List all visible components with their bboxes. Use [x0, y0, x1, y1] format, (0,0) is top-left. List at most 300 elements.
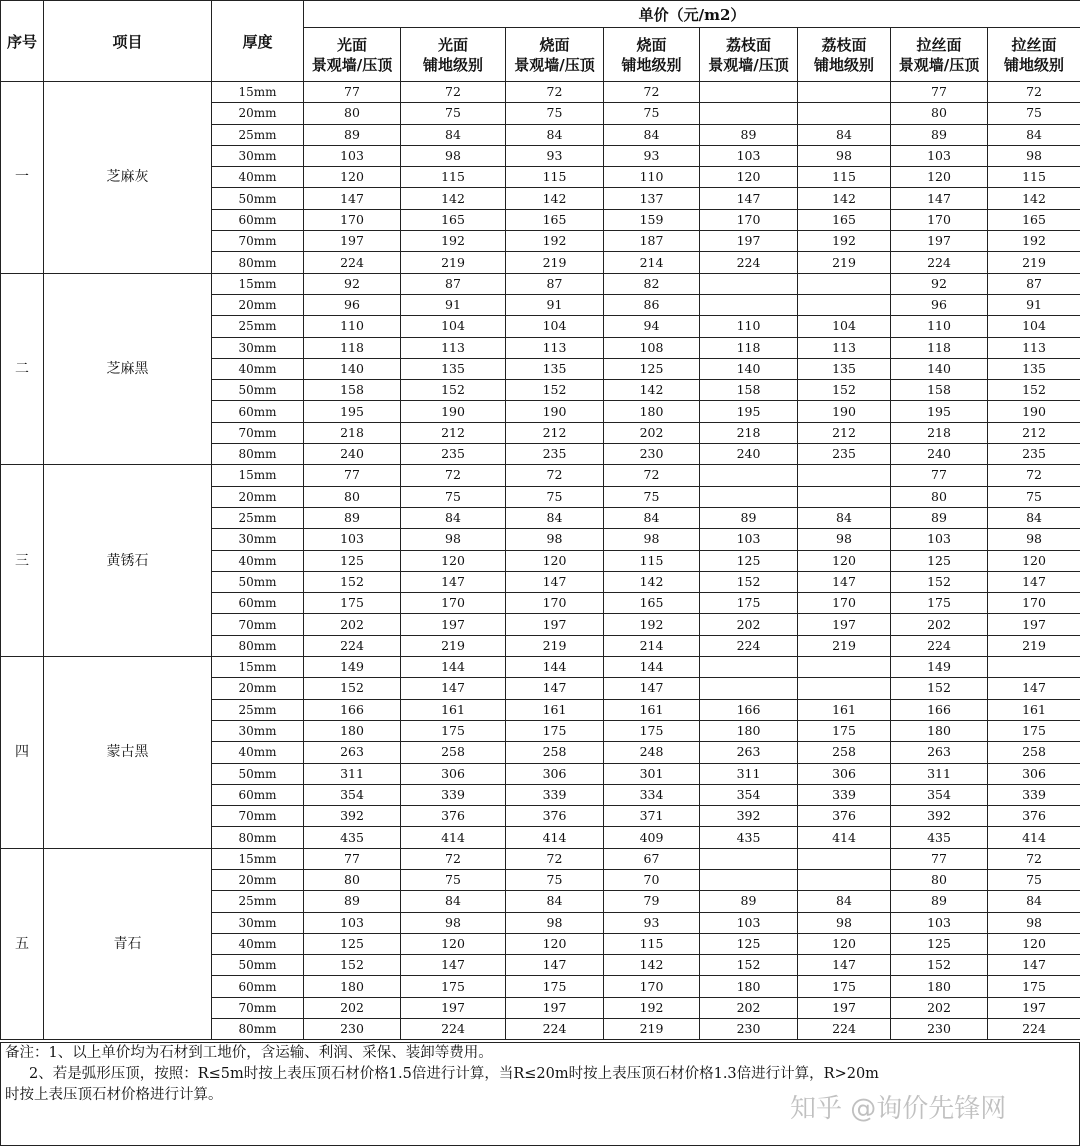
price-cell [700, 82, 798, 103]
thickness-cell: 20mm [212, 103, 304, 124]
price-cell: 84 [506, 891, 604, 912]
price-cell: 72 [604, 465, 700, 486]
price-cell: 94 [604, 316, 700, 337]
price-cell: 113 [401, 337, 506, 358]
price-cell: 104 [401, 316, 506, 337]
price-cell: 180 [304, 720, 401, 741]
price-cell: 113 [988, 337, 1080, 358]
price-cell: 72 [506, 82, 604, 103]
price-cell [798, 657, 891, 678]
price-cell: 140 [891, 358, 988, 379]
price-cell: 219 [401, 635, 506, 656]
price-cell: 147 [506, 571, 604, 592]
thickness-cell: 50mm [212, 763, 304, 784]
price-cell: 414 [506, 827, 604, 848]
thickness-cell: 50mm [212, 955, 304, 976]
price-cell: 248 [604, 742, 700, 763]
price-cell: 224 [700, 635, 798, 656]
price-cell: 152 [304, 678, 401, 699]
price-cell [798, 678, 891, 699]
price-cell [700, 103, 798, 124]
price-cell: 149 [304, 657, 401, 678]
thickness-cell: 80mm [212, 252, 304, 273]
price-cell: 195 [700, 401, 798, 422]
price-cell [798, 869, 891, 890]
price-cell: 84 [401, 124, 506, 145]
price-cell: 144 [401, 657, 506, 678]
thickness-cell: 20mm [212, 486, 304, 507]
price-cell: 120 [700, 167, 798, 188]
price-cell: 175 [891, 593, 988, 614]
price-cell: 258 [401, 742, 506, 763]
price-cell: 72 [988, 82, 1080, 103]
price-cell: 103 [700, 145, 798, 166]
price-cell: 135 [988, 358, 1080, 379]
price-cell: 113 [798, 337, 891, 358]
price-cell: 166 [304, 699, 401, 720]
price-cell: 258 [798, 742, 891, 763]
price-cell: 125 [304, 550, 401, 571]
price-cell: 218 [304, 422, 401, 443]
price-cell [700, 486, 798, 507]
price-cell: 219 [798, 252, 891, 273]
price-cell: 75 [988, 486, 1080, 507]
price-cell: 197 [401, 614, 506, 635]
thickness-cell: 50mm [212, 571, 304, 592]
price-cell: 118 [304, 337, 401, 358]
price-cell: 197 [506, 997, 604, 1018]
price-cell: 161 [401, 699, 506, 720]
price-cell: 212 [988, 422, 1080, 443]
price-cell: 376 [988, 806, 1080, 827]
price-cell: 72 [506, 465, 604, 486]
price-cell: 144 [506, 657, 604, 678]
price-cell: 110 [700, 316, 798, 337]
note-line-3: 时按上表压顶石材价格进行计算。 [5, 1087, 223, 1103]
price-cell: 219 [988, 635, 1080, 656]
price-cell: 180 [604, 401, 700, 422]
thickness-cell: 80mm [212, 827, 304, 848]
price-cell: 197 [304, 231, 401, 252]
price-cell: 77 [891, 465, 988, 486]
price-cell: 165 [604, 593, 700, 614]
group-seq: 五 [1, 848, 44, 1040]
price-cell: 240 [304, 444, 401, 465]
thickness-cell: 60mm [212, 209, 304, 230]
price-cell: 142 [506, 188, 604, 209]
thickness-cell: 60mm [212, 401, 304, 422]
price-cell: 190 [988, 401, 1080, 422]
price-cell: 175 [401, 720, 506, 741]
price-cell: 98 [798, 529, 891, 550]
price-cell: 376 [506, 806, 604, 827]
header-col-7: 拉丝面 景观墙/压顶 [891, 28, 988, 82]
note-line-1: 备注：1、以上单价均为石材到工地价，含运输、利润、采保、装卸等费用。 [5, 1045, 493, 1061]
price-cell: 187 [604, 231, 700, 252]
thickness-cell: 15mm [212, 82, 304, 103]
price-cell: 147 [401, 955, 506, 976]
price-cell: 197 [798, 614, 891, 635]
price-cell: 147 [988, 955, 1080, 976]
price-cell: 224 [506, 1019, 604, 1040]
thickness-cell: 80mm [212, 635, 304, 656]
price-cell: 84 [988, 891, 1080, 912]
price-cell: 98 [988, 145, 1080, 166]
thickness-cell: 30mm [212, 337, 304, 358]
price-cell: 158 [891, 380, 988, 401]
price-cell: 334 [604, 784, 700, 805]
price-cell: 120 [506, 933, 604, 954]
price-cell: 89 [700, 507, 798, 528]
price-cell: 165 [506, 209, 604, 230]
price-cell: 115 [604, 550, 700, 571]
price-cell [700, 273, 798, 294]
price-cell: 197 [506, 614, 604, 635]
price-cell: 235 [506, 444, 604, 465]
price-cell: 110 [891, 316, 988, 337]
price-cell: 118 [891, 337, 988, 358]
price-cell: 214 [604, 252, 700, 273]
price-cell: 371 [604, 806, 700, 827]
price-cell: 75 [506, 869, 604, 890]
price-cell: 67 [604, 848, 700, 869]
price-cell: 89 [700, 891, 798, 912]
thickness-cell: 40mm [212, 358, 304, 379]
price-cell: 258 [988, 742, 1080, 763]
thickness-cell: 60mm [212, 976, 304, 997]
price-cell: 125 [891, 933, 988, 954]
group-seq: 一 [1, 82, 44, 274]
price-cell: 115 [798, 167, 891, 188]
price-cell: 152 [304, 955, 401, 976]
price-cell: 180 [891, 720, 988, 741]
price-cell: 89 [304, 891, 401, 912]
price-cell: 175 [700, 593, 798, 614]
price-cell: 89 [891, 507, 988, 528]
price-cell: 219 [506, 252, 604, 273]
price-cell: 115 [506, 167, 604, 188]
group-name: 芝麻灰 [44, 82, 212, 274]
price-cell: 140 [700, 358, 798, 379]
price-cell: 165 [401, 209, 506, 230]
price-cell: 218 [891, 422, 988, 443]
header-col-5: 荔枝面 景观墙/压顶 [700, 28, 798, 82]
thickness-cell: 70mm [212, 997, 304, 1018]
price-cell [700, 465, 798, 486]
price-cell: 175 [604, 720, 700, 741]
group-seq: 三 [1, 465, 44, 657]
price-cell: 147 [401, 678, 506, 699]
price-cell: 77 [891, 82, 988, 103]
price-cell: 170 [891, 209, 988, 230]
price-cell: 175 [798, 720, 891, 741]
price-cell: 147 [798, 571, 891, 592]
price-cell: 72 [401, 82, 506, 103]
price-cell: 137 [604, 188, 700, 209]
price-cell [700, 294, 798, 315]
price-cell: 147 [506, 955, 604, 976]
price-cell: 125 [304, 933, 401, 954]
price-cell: 98 [988, 912, 1080, 933]
group-seq: 二 [1, 273, 44, 465]
price-cell: 166 [891, 699, 988, 720]
price-cell: 89 [304, 124, 401, 145]
price-cell: 240 [700, 444, 798, 465]
price-cell: 180 [700, 720, 798, 741]
price-cell: 170 [700, 209, 798, 230]
price-cell: 84 [401, 507, 506, 528]
price-cell: 224 [798, 1019, 891, 1040]
thickness-cell: 70mm [212, 614, 304, 635]
price-cell: 72 [401, 848, 506, 869]
price-cell: 258 [506, 742, 604, 763]
price-cell: 80 [891, 486, 988, 507]
price-cell: 93 [506, 145, 604, 166]
price-cell: 197 [700, 231, 798, 252]
price-cell: 392 [304, 806, 401, 827]
price-cell: 82 [604, 273, 700, 294]
thickness-cell: 30mm [212, 720, 304, 741]
price-cell: 72 [401, 465, 506, 486]
thickness-cell: 20mm [212, 869, 304, 890]
thickness-cell: 30mm [212, 145, 304, 166]
price-cell: 354 [304, 784, 401, 805]
price-cell: 224 [700, 252, 798, 273]
price-cell: 175 [988, 976, 1080, 997]
price-cell: 159 [604, 209, 700, 230]
price-cell: 230 [700, 1019, 798, 1040]
price-cell: 192 [798, 231, 891, 252]
price-cell: 311 [891, 763, 988, 784]
price-cell: 75 [604, 486, 700, 507]
price-cell: 197 [988, 614, 1080, 635]
note-line-2: 2、若是弧形压顶，按照：R≤5m时按上表压顶石材价格1.5倍进行计算，当R≤20m时按上表压顶石材价格1.3倍进行计算，R>20m [29, 1066, 879, 1082]
price-cell: 96 [304, 294, 401, 315]
price-cell: 240 [891, 444, 988, 465]
price-cell: 147 [700, 188, 798, 209]
price-cell: 219 [798, 635, 891, 656]
price-cell: 339 [506, 784, 604, 805]
price-cell: 98 [506, 529, 604, 550]
group-name: 芝麻黑 [44, 273, 212, 465]
price-cell: 152 [891, 678, 988, 699]
price-cell: 80 [304, 869, 401, 890]
thickness-cell: 30mm [212, 529, 304, 550]
price-cell: 195 [304, 401, 401, 422]
price-cell: 98 [604, 529, 700, 550]
price-cell: 147 [506, 678, 604, 699]
price-cell: 84 [506, 124, 604, 145]
price-cell: 263 [891, 742, 988, 763]
price-cell: 84 [798, 124, 891, 145]
price-cell: 180 [304, 976, 401, 997]
price-cell: 77 [304, 848, 401, 869]
header-col-8: 拉丝面 铺地级别 [988, 28, 1080, 82]
price-cell: 339 [401, 784, 506, 805]
price-cell: 110 [304, 316, 401, 337]
price-cell: 80 [891, 103, 988, 124]
price-cell [798, 82, 891, 103]
price-cell: 142 [798, 188, 891, 209]
price-cell: 158 [304, 380, 401, 401]
price-cell: 120 [506, 550, 604, 571]
price-cell: 98 [988, 529, 1080, 550]
thickness-cell: 70mm [212, 422, 304, 443]
price-cell: 87 [506, 273, 604, 294]
price-cell: 79 [604, 891, 700, 912]
price-cell: 110 [604, 167, 700, 188]
price-cell: 84 [401, 891, 506, 912]
thickness-cell: 15mm [212, 465, 304, 486]
header-col-1: 光面 景观墙/压顶 [304, 28, 401, 82]
price-cell: 120 [988, 933, 1080, 954]
price-cell: 175 [988, 720, 1080, 741]
price-cell: 306 [988, 763, 1080, 784]
price-cell: 98 [401, 529, 506, 550]
price-cell: 72 [604, 82, 700, 103]
thickness-cell: 60mm [212, 593, 304, 614]
price-cell: 161 [604, 699, 700, 720]
price-cell: 202 [700, 997, 798, 1018]
price-cell: 75 [401, 103, 506, 124]
price-cell: 89 [891, 891, 988, 912]
price-cell: 91 [988, 294, 1080, 315]
price-cell: 103 [304, 529, 401, 550]
price-cell: 170 [988, 593, 1080, 614]
price-cell: 230 [604, 444, 700, 465]
price-cell: 147 [604, 678, 700, 699]
price-cell: 152 [891, 571, 988, 592]
price-cell: 152 [798, 380, 891, 401]
price-cell: 202 [304, 614, 401, 635]
price-cell: 84 [798, 891, 891, 912]
price-cell: 120 [798, 550, 891, 571]
price-cell: 219 [988, 252, 1080, 273]
price-cell [798, 465, 891, 486]
price-cell: 165 [988, 209, 1080, 230]
header-item: 项目 [44, 1, 212, 82]
price-cell [798, 486, 891, 507]
price-cell: 414 [798, 827, 891, 848]
price-cell: 142 [604, 380, 700, 401]
thickness-cell: 15mm [212, 273, 304, 294]
price-cell: 108 [604, 337, 700, 358]
price-cell: 235 [988, 444, 1080, 465]
price-cell: 152 [304, 571, 401, 592]
price-cell: 195 [891, 401, 988, 422]
price-cell: 120 [988, 550, 1080, 571]
price-cell: 152 [700, 571, 798, 592]
price-cell [798, 103, 891, 124]
header-col-3: 烧面 景观墙/压顶 [506, 28, 604, 82]
price-cell: 87 [988, 273, 1080, 294]
price-cell: 306 [506, 763, 604, 784]
price-cell: 224 [891, 252, 988, 273]
price-cell: 180 [700, 976, 798, 997]
price-cell: 212 [506, 422, 604, 443]
price-cell: 80 [304, 103, 401, 124]
price-cell: 142 [401, 188, 506, 209]
price-cell: 77 [304, 82, 401, 103]
price-cell: 70 [604, 869, 700, 890]
price-cell: 93 [604, 145, 700, 166]
price-cell: 84 [798, 507, 891, 528]
price-cell: 96 [891, 294, 988, 315]
price-cell: 219 [604, 1019, 700, 1040]
thickness-cell: 70mm [212, 806, 304, 827]
price-cell: 339 [988, 784, 1080, 805]
thickness-cell: 30mm [212, 912, 304, 933]
price-cell: 166 [700, 699, 798, 720]
price-cell: 152 [891, 955, 988, 976]
price-cell: 414 [401, 827, 506, 848]
price-cell: 376 [798, 806, 891, 827]
price-cell: 161 [506, 699, 604, 720]
price-cell: 311 [304, 763, 401, 784]
price-cell: 75 [506, 486, 604, 507]
price-cell: 72 [988, 465, 1080, 486]
price-cell: 103 [891, 145, 988, 166]
price-cell: 92 [891, 273, 988, 294]
price-cell: 192 [604, 614, 700, 635]
thickness-cell: 40mm [212, 742, 304, 763]
price-cell: 89 [891, 124, 988, 145]
price-cell: 190 [798, 401, 891, 422]
price-cell: 93 [604, 912, 700, 933]
price-cell: 180 [891, 976, 988, 997]
price-cell: 120 [401, 550, 506, 571]
price-cell: 354 [700, 784, 798, 805]
price-cell: 80 [304, 486, 401, 507]
price-cell: 98 [401, 912, 506, 933]
price-cell: 192 [604, 997, 700, 1018]
header-row-top [1, 1, 1080, 28]
price-cell: 219 [401, 252, 506, 273]
thickness-cell: 70mm [212, 231, 304, 252]
price-cell: 113 [506, 337, 604, 358]
price-cell: 125 [700, 550, 798, 571]
price-cell [798, 848, 891, 869]
price-cell: 224 [988, 1019, 1080, 1040]
price-cell: 263 [700, 742, 798, 763]
price-cell: 120 [304, 167, 401, 188]
thickness-cell: 15mm [212, 848, 304, 869]
thickness-cell: 20mm [212, 294, 304, 315]
price-cell: 115 [604, 933, 700, 954]
price-cell: 84 [988, 124, 1080, 145]
header-col-6: 荔枝面 铺地级别 [798, 28, 891, 82]
price-cell: 77 [304, 465, 401, 486]
price-cell: 190 [506, 401, 604, 422]
price-cell: 104 [798, 316, 891, 337]
price-cell: 147 [798, 955, 891, 976]
price-cell: 192 [401, 231, 506, 252]
header-thickness: 厚度 [212, 1, 304, 82]
price-cell: 339 [798, 784, 891, 805]
price-cell: 75 [401, 486, 506, 507]
header-col-2: 光面 铺地级别 [401, 28, 506, 82]
price-cell [798, 273, 891, 294]
price-cell: 104 [506, 316, 604, 337]
group-seq: 四 [1, 657, 44, 849]
group-name: 青石 [44, 848, 212, 1040]
table-row [1, 657, 1080, 678]
header-price-title: 单价（元/m2） [304, 1, 1080, 28]
price-cell [700, 657, 798, 678]
price-cell: 120 [798, 933, 891, 954]
table-row [1, 848, 1080, 869]
price-cell: 197 [891, 231, 988, 252]
